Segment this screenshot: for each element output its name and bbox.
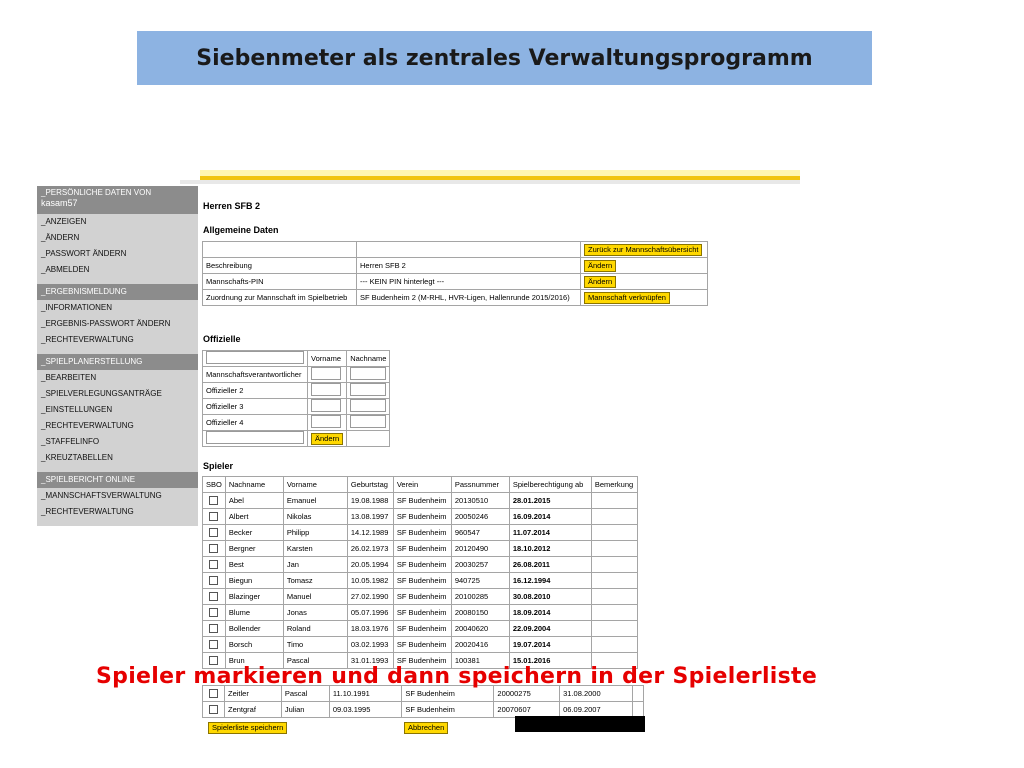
sbo-cell xyxy=(203,621,226,637)
player-first: Jonas xyxy=(283,605,347,621)
player-born: 18.03.1976 xyxy=(347,621,393,637)
cell xyxy=(357,242,581,258)
sidebar xyxy=(37,186,198,526)
column-header: Verein xyxy=(393,477,451,493)
officials-header-row xyxy=(203,351,390,367)
official-row xyxy=(203,383,390,399)
player-club: SF Budenheim xyxy=(393,637,451,653)
row-label: Mannschafts-PIN xyxy=(203,274,357,290)
official-label-input[interactable] xyxy=(206,351,304,364)
players-table xyxy=(202,476,638,669)
player-select-checkbox[interactable] xyxy=(209,592,218,601)
player-first: Pascal xyxy=(281,686,329,702)
player-row xyxy=(203,525,638,541)
player-pass: 20130510 xyxy=(451,493,509,509)
link-team-button[interactable]: Mannschaft verknüpfen xyxy=(584,292,670,304)
sidebar-item-spielverlegungsantraege[interactable]: _SPIELVERLEGUNGSANTRÄGE xyxy=(37,386,198,402)
sidebar-item-mannschaftsverwaltung[interactable]: _MANNSCHAFTSVERWALTUNG xyxy=(37,488,198,504)
player-club: SF Budenheim xyxy=(393,557,451,573)
player-select-checkbox[interactable] xyxy=(209,496,218,505)
general-data-row xyxy=(203,274,708,290)
player-first: Pascal xyxy=(283,653,347,669)
player-valid: 06.09.2007 xyxy=(560,702,632,718)
player-born: 13.08.1997 xyxy=(347,509,393,525)
sidebar-item-kreuztabellen[interactable]: _KREUZTABELLEN xyxy=(37,450,198,466)
player-born: 03.02.1993 xyxy=(347,637,393,653)
player-born: 27.02.1990 xyxy=(347,589,393,605)
player-pass: 20070607 xyxy=(494,702,560,718)
player-remark xyxy=(591,621,637,637)
player-last: Blazinger xyxy=(225,589,283,605)
sidebar-header-spielplanerstellung: _SPIELPLANERSTELLUNG xyxy=(37,354,198,370)
save-actions xyxy=(208,717,287,735)
player-select-checkbox[interactable] xyxy=(209,576,218,585)
player-club: SF Budenheim xyxy=(393,541,451,557)
player-first: Manuel xyxy=(283,589,347,605)
sidebar-item-rechteverwaltung-3[interactable]: _RECHTEVERWALTUNG xyxy=(37,504,198,520)
player-select-checkbox[interactable] xyxy=(209,689,218,698)
cancel-actions xyxy=(404,717,448,735)
player-born: 14.12.1989 xyxy=(347,525,393,541)
sbo-cell xyxy=(203,702,225,718)
player-club: SF Budenheim xyxy=(393,605,451,621)
player-remark xyxy=(591,573,637,589)
player-select-checkbox[interactable] xyxy=(209,560,218,569)
official-role: Offizieller 2 xyxy=(203,383,308,399)
player-last: Bollender xyxy=(225,621,283,637)
slide-title: Siebenmeter als zentrales Verwaltungsprogramm xyxy=(137,31,872,85)
cell xyxy=(308,399,347,415)
cell xyxy=(347,399,390,415)
official-firstname-input[interactable] xyxy=(311,415,341,428)
player-row xyxy=(203,493,638,509)
player-valid: 30.08.2010 xyxy=(509,589,591,605)
sidebar-item-passwort-aendern[interactable]: _PASSWORT ÄNDERN xyxy=(37,246,198,262)
player-first: Julian xyxy=(281,702,329,718)
cell xyxy=(347,415,390,431)
player-remark xyxy=(591,557,637,573)
player-row xyxy=(203,541,638,557)
cell xyxy=(581,274,708,290)
cell xyxy=(308,415,347,431)
cell xyxy=(347,367,390,383)
general-data-row xyxy=(203,258,708,274)
player-first: Emanuel xyxy=(283,493,347,509)
player-born: 20.05.1994 xyxy=(347,557,393,573)
official-lastname-input[interactable] xyxy=(350,415,386,428)
player-remark xyxy=(591,509,637,525)
player-row xyxy=(203,637,638,653)
player-last: Zentgraf xyxy=(225,702,282,718)
sidebar-item-einstellungen[interactable]: _EINSTELLUNGEN xyxy=(37,402,198,418)
player-valid: 22.09.2004 xyxy=(509,621,591,637)
sidebar-item-aendern[interactable]: _ÄNDERN xyxy=(37,230,198,246)
column-header: SBO xyxy=(203,477,226,493)
sbo-cell xyxy=(203,509,226,525)
column-header: Nachname xyxy=(347,351,390,367)
new-official-input[interactable] xyxy=(206,431,304,444)
general-data-heading: Allgemeine Daten xyxy=(203,225,279,235)
save-player-list-button[interactable]: Spielerliste speichern xyxy=(208,722,287,734)
row-value: SF Budenheim 2 (M-RHL, HVR-Ligen, Hallenrunde 2015/2016) xyxy=(357,290,581,306)
edit-officials-button[interactable]: Ändern xyxy=(311,433,343,445)
player-club: SF Budenheim xyxy=(393,493,451,509)
sbo-cell xyxy=(203,637,226,653)
column-header: Vorname xyxy=(283,477,347,493)
player-first: Philipp xyxy=(283,525,347,541)
row-label: Beschreibung xyxy=(203,258,357,274)
player-born: 09.03.1995 xyxy=(329,702,401,718)
player-last: Zeitler xyxy=(225,686,282,702)
player-pass: 100381 xyxy=(451,653,509,669)
player-valid: 19.07.2014 xyxy=(509,637,591,653)
cell xyxy=(581,258,708,274)
player-club: SF Budenheim xyxy=(393,525,451,541)
player-last: Becker xyxy=(225,525,283,541)
player-remark xyxy=(591,605,637,621)
players-table-tail xyxy=(202,685,644,718)
player-row xyxy=(203,621,638,637)
official-lastname-input[interactable] xyxy=(350,367,386,380)
player-first: Timo xyxy=(283,637,347,653)
player-club: SF Budenheim xyxy=(402,686,494,702)
player-club: SF Budenheim xyxy=(393,621,451,637)
official-row xyxy=(203,367,390,383)
sidebar-header-label: _PERSÖNLICHE DATEN VON xyxy=(41,188,152,197)
player-pass: 20040620 xyxy=(451,621,509,637)
sbo-cell xyxy=(203,573,226,589)
player-club: SF Budenheim xyxy=(393,653,451,669)
player-pass: 20030257 xyxy=(451,557,509,573)
cell xyxy=(581,242,708,258)
player-born: 11.10.1991 xyxy=(329,686,401,702)
sbo-cell xyxy=(203,589,226,605)
official-role: Mannschaftsverantwortlicher xyxy=(203,367,308,383)
player-select-checkbox[interactable] xyxy=(209,512,218,521)
column-header: Nachname xyxy=(225,477,283,493)
officials-heading: Offizielle xyxy=(203,334,241,344)
column-header: Spielberechtigung ab xyxy=(509,477,591,493)
cell xyxy=(203,242,357,258)
player-pass: 960547 xyxy=(451,525,509,541)
cell xyxy=(308,431,347,447)
officials-action-row xyxy=(203,431,390,447)
official-firstname-input[interactable] xyxy=(311,367,341,380)
player-pass: 20000275 xyxy=(494,686,560,702)
player-remark xyxy=(591,493,637,509)
cancel-button[interactable]: Abbrechen xyxy=(404,722,448,734)
official-role: Offizieller 3 xyxy=(203,399,308,415)
edit-description-button[interactable]: Ändern xyxy=(584,260,616,272)
player-pass: 20080150 xyxy=(451,605,509,621)
player-valid: 16.12.1994 xyxy=(509,573,591,589)
sidebar-header-spielbericht: _SPIELBERICHT ONLINE xyxy=(37,472,198,488)
player-valid: 18.10.2012 xyxy=(509,541,591,557)
player-select-checkbox[interactable] xyxy=(209,640,218,649)
sidebar-item-rechteverwaltung-2[interactable]: _RECHTEVERWALTUNG xyxy=(37,418,198,434)
player-select-checkbox[interactable] xyxy=(209,608,218,617)
sbo-cell xyxy=(203,557,226,573)
official-lastname-input[interactable] xyxy=(350,399,386,412)
general-data-table xyxy=(202,241,708,306)
player-valid: 28.01.2015 xyxy=(509,493,591,509)
officials-table xyxy=(202,350,390,447)
player-valid: 31.08.2000 xyxy=(560,686,632,702)
player-club: SF Budenheim xyxy=(393,589,451,605)
player-born: 10.05.1982 xyxy=(347,573,393,589)
player-born: 26.02.1973 xyxy=(347,541,393,557)
black-overlay-block xyxy=(515,716,645,732)
player-last: Borsch xyxy=(225,637,283,653)
team-name: Herren SFB 2 xyxy=(203,201,261,211)
player-last: Bergner xyxy=(225,541,283,557)
column-header: Geburtstag xyxy=(347,477,393,493)
player-last: Biegun xyxy=(225,573,283,589)
cell xyxy=(203,431,308,447)
player-last: Albert xyxy=(225,509,283,525)
player-last: Abel xyxy=(225,493,283,509)
sbo-cell xyxy=(203,493,226,509)
player-last: Brun xyxy=(225,653,283,669)
cell xyxy=(347,383,390,399)
player-pass: 20050246 xyxy=(451,509,509,525)
row-label: Zuordnung zur Mannschaft im Spielbetrieb xyxy=(203,290,357,306)
header-divider xyxy=(180,180,800,184)
sidebar-header-ergebnismeldung: _ERGEBNISMELDUNG xyxy=(37,284,198,300)
player-pass: 20120490 xyxy=(451,541,509,557)
player-first: Nikolas xyxy=(283,509,347,525)
player-remark xyxy=(591,637,637,653)
edit-pin-button[interactable]: Ändern xyxy=(584,276,616,288)
player-valid: 26.08.2011 xyxy=(509,557,591,573)
sidebar-item-abmelden[interactable]: _ABMELDEN xyxy=(37,262,198,278)
column-header: Bemerkung xyxy=(591,477,637,493)
column-header: Passnummer xyxy=(451,477,509,493)
player-pass: 20100285 xyxy=(451,589,509,605)
official-lastname-input[interactable] xyxy=(350,383,386,396)
player-pass: 940725 xyxy=(451,573,509,589)
official-firstname-input[interactable] xyxy=(311,383,341,396)
player-valid: 18.09.2014 xyxy=(509,605,591,621)
general-data-row xyxy=(203,290,708,306)
player-born: 05.07.1996 xyxy=(347,605,393,621)
sidebar-item-bearbeiten[interactable]: _BEARBEITEN xyxy=(37,370,198,386)
player-born: 31.01.1993 xyxy=(347,653,393,669)
row-value: --- KEIN PIN hinterlegt --- xyxy=(357,274,581,290)
cell xyxy=(308,367,347,383)
player-valid: 11.07.2014 xyxy=(509,525,591,541)
cell xyxy=(347,431,390,447)
player-last: Blume xyxy=(225,605,283,621)
sidebar-item-informationen[interactable]: _INFORMATIONEN xyxy=(37,300,198,316)
sidebar-item-anzeigen[interactable]: _ANZEIGEN xyxy=(37,214,198,230)
player-select-checkbox[interactable] xyxy=(209,624,218,633)
player-club: SF Budenheim xyxy=(393,509,451,525)
cell xyxy=(581,290,708,306)
player-last: Best xyxy=(225,557,283,573)
player-row xyxy=(203,509,638,525)
official-row xyxy=(203,399,390,415)
player-first: Karsten xyxy=(283,541,347,557)
player-remark xyxy=(591,525,637,541)
sbo-cell xyxy=(203,525,226,541)
player-first: Roland xyxy=(283,621,347,637)
player-valid: 15.01.2016 xyxy=(509,653,591,669)
slide-caption: Spieler markieren und dann speichern in der Spielerliste xyxy=(96,664,818,689)
player-first: Jan xyxy=(283,557,347,573)
sidebar-item-staffelinfo[interactable]: _STAFFELINFO xyxy=(37,434,198,450)
official-role: Offizieller 4 xyxy=(203,415,308,431)
official-firstname-input[interactable] xyxy=(311,399,341,412)
player-row xyxy=(203,589,638,605)
player-born: 19.08.1988 xyxy=(347,493,393,509)
sidebar-gap xyxy=(37,520,198,526)
player-pass: 20020416 xyxy=(451,637,509,653)
player-first: Tomasz xyxy=(283,573,347,589)
player-row xyxy=(203,557,638,573)
player-club: SF Budenheim xyxy=(393,573,451,589)
player-select-checkbox[interactable] xyxy=(209,528,218,537)
cell xyxy=(308,383,347,399)
column-header: Vorname xyxy=(308,351,347,367)
sidebar-header-personal xyxy=(37,186,198,214)
sidebar-item-ergebnis-passwort[interactable]: _ERGEBNIS-PASSWORT ÄNDERN xyxy=(37,316,198,332)
player-remark xyxy=(591,541,637,557)
sidebar-username: kasam57 xyxy=(41,198,78,208)
player-row xyxy=(203,573,638,589)
players-heading: Spieler xyxy=(203,461,234,471)
official-row xyxy=(203,415,390,431)
player-select-checkbox[interactable] xyxy=(209,705,218,714)
player-row xyxy=(203,605,638,621)
players-header-row xyxy=(203,477,638,493)
player-remark xyxy=(591,589,637,605)
general-data-row-back xyxy=(203,242,708,258)
player-select-checkbox[interactable] xyxy=(209,544,218,553)
row-value: Herren SFB 2 xyxy=(357,258,581,274)
back-to-team-overview-button[interactable]: Zurück zur Mannschaftsübersicht xyxy=(584,244,702,256)
cell xyxy=(203,351,308,367)
sbo-cell xyxy=(203,541,226,557)
sidebar-item-rechteverwaltung-1[interactable]: _RECHTEVERWALTUNG xyxy=(37,332,198,348)
sbo-cell xyxy=(203,605,226,621)
player-valid: 16.09.2014 xyxy=(509,509,591,525)
player-club: SF Budenheim xyxy=(402,702,494,718)
